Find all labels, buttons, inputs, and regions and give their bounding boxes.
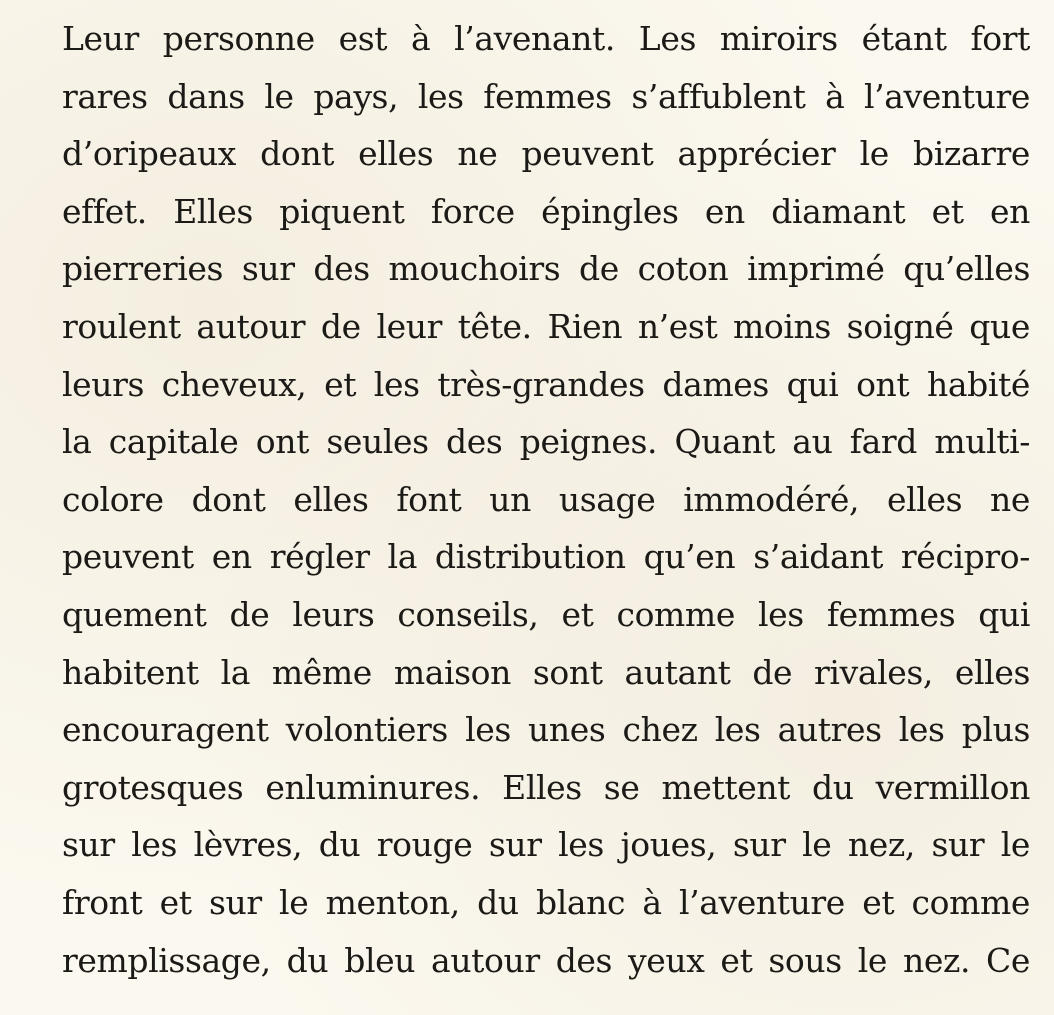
text-line: remplissage, du bleu autour des yeux et sous le nez. Ce (62, 940, 1030, 980)
text-line: sur les lèvres, du rouge sur les joues, sur le nez, sur le (62, 825, 1030, 865)
text-line: pierreries sur des mouchoirs de coton imprimé qu’elles (62, 249, 1030, 289)
text-line: peuvent en régler la distribution qu’en s’aidant récipro- (62, 537, 1030, 577)
text-line: roulent autour de leur tête. Rien n’est moins soigné que (62, 306, 1030, 346)
paragraph (62, 10, 1030, 989)
text-line: Leur personne est à l’avenant. Les miroirs étant fort (62, 19, 1030, 58)
text-line: effet. Elles piquent force épingles en diamant et en (62, 191, 1030, 231)
text-line: d’oripeaux dont elles ne peuvent apprécier le bizarre (62, 134, 1030, 174)
text-line: front et sur le menton, du blanc à l’aventure et comme (62, 882, 1030, 922)
text-line: habitent la même maison sont autant de rivales, elles (62, 652, 1030, 692)
text-line: leurs cheveux, et les très-grandes dames qui ont habité (62, 364, 1030, 404)
text-line: la capitale ont seules des peignes. Quant au fard multi- (62, 422, 1030, 462)
text-line: rares dans le pays, les femmes s’affublent à l’aventure (62, 76, 1030, 116)
text-line: colore dont elles font un usage immodéré, elles ne (62, 479, 1030, 519)
text-line: encouragent volontiers les unes chez les autres les plus (62, 710, 1030, 750)
text-line: grotesques enluminures. Elles se mettent du vermillon (62, 767, 1030, 807)
text-line: quement de leurs conseils, et comme les femmes qui (62, 594, 1030, 634)
